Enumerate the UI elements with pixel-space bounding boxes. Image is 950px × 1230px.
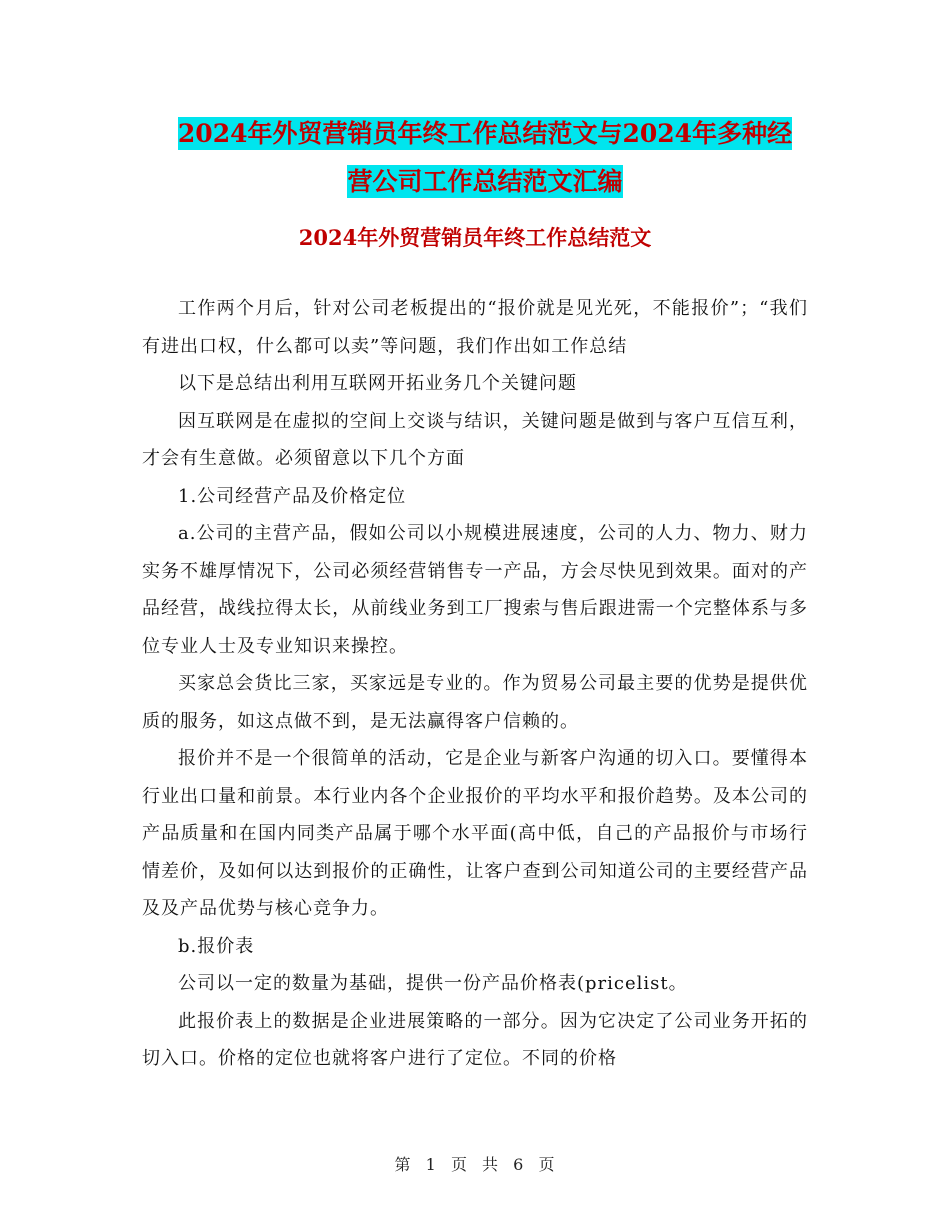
paragraph: a.公司的主营产品，假如公司以小规模进展速度，公司的人力、物力、财力实务不雄厚情况下，公司必须经营销售专一产品，方会尽快见到效果。面对的产品经营，战线拉得太长，从前线业务到工厂搜索与售后跟进需一个完整体系与多位专业人士及专业知识来操控。: [142, 523, 808, 657]
main-title-line-2: 营公司工作总结范文汇编: [347, 167, 623, 196]
paragraph: 此报价表上的数据是企业进展策略的一部分。因为它决定了公司业务开拓的切入口。价格的定位也就将客户进行了定位。不同的价格: [142, 1010, 808, 1069]
page-footer: [0, 1152, 950, 1175]
footer-total-pages: 6: [513, 1155, 525, 1174]
footer-label-total: 共: [482, 1155, 500, 1174]
section-title: 2024年外贸营销员年终工作总结范文: [298, 225, 652, 250]
footer-label-page: 第: [394, 1155, 412, 1174]
main-title: [140, 110, 830, 206]
footer-current-page: 1: [425, 1155, 437, 1174]
footer-label-of: 页: [450, 1155, 468, 1174]
paragraph: b.报价表: [178, 935, 255, 957]
paragraph: 买家总会货比三家，买家远是专业的。作为贸易公司最主要的优势是提供优质的服务，如这点做不到，是无法赢得客户信赖的。: [142, 673, 808, 732]
paragraph: 1.公司经营产品及价格定位: [178, 485, 407, 507]
paragraph: 报价并不是一个很简单的活动，它是企业与新客户沟通的切入口。要懂得本行业出口量和前景。本行业内各个企业报价的平均水平和报价趋势。及本公司的产品质量和在国内同类产品属于哪个水平面(高中低，自己的产品报价与市场行情差价，及如何以达到报价的正确性，让客户查到公司知道公司的主要经营产品及及产品优势与核心竞争力。: [142, 748, 808, 919]
paragraph: 工作两个月后，针对公司老板提出的“报价就是见光死，不能报价”；“我们有进出口权，什么都可以卖”等问题，我们作出如工作总结: [142, 298, 808, 357]
footer-label-end: 页: [538, 1155, 556, 1174]
paragraph: 以下是总结出利用互联网开拓业务几个关键问题: [178, 373, 577, 394]
paragraph: 因互联网是在虚拟的空间上交谈与结识，关键问题是做到与客户互信互利，才会有生意做。必须留意以下几个方面: [142, 410, 808, 469]
paragraph: 公司以一定的数量为基础，提供一份产品价格表(pricelist。: [178, 973, 688, 994]
main-title-line-1: 2024年外贸营销员年终工作总结范文与2024年多种经: [177, 119, 793, 148]
body-text: [142, 290, 808, 1078]
